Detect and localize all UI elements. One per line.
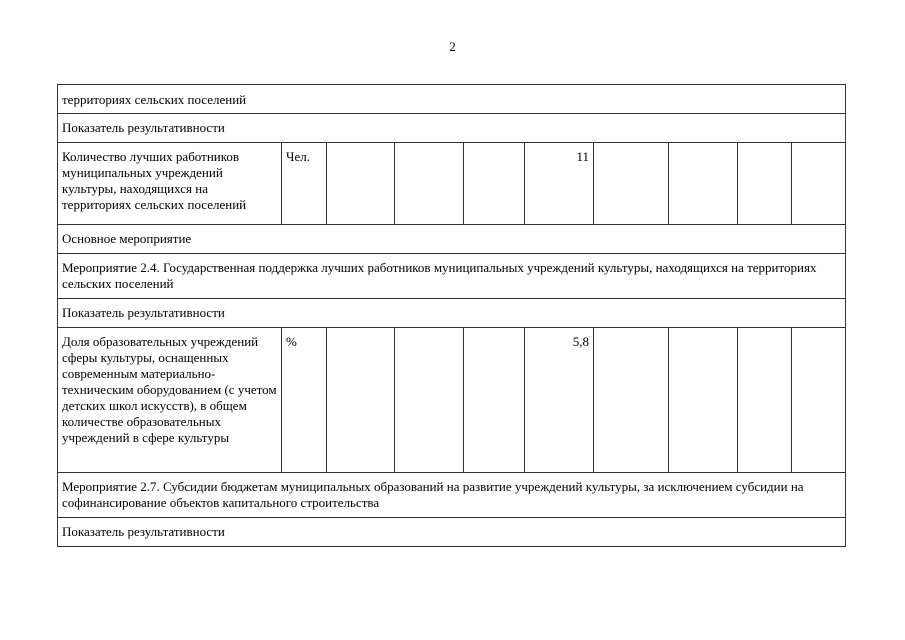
indicator-name: Количество лучших работников муниципальных учреждений культуры, находящихся на территориях сельских поселений	[58, 143, 282, 225]
empty-cell	[792, 143, 846, 225]
empty-cell	[792, 328, 846, 473]
table-row	[58, 114, 846, 143]
section-continuation: территориях сельских поселений	[58, 85, 846, 114]
table-row	[58, 518, 846, 547]
empty-cell	[464, 328, 525, 473]
empty-cell	[395, 328, 464, 473]
activity-title: Мероприятие 2.4. Государственная поддержка лучших работников муниципальных учреждений культуры, находящихся на территориях сельских поселений	[58, 254, 846, 299]
empty-cell	[327, 143, 395, 225]
empty-cell	[594, 143, 669, 225]
indicator-name: Доля образовательных учреждений сферы культуры, оснащенных современным материально-техническим оборудованием (с учетом детских школ искусств), в общем количестве образовательных учреждений в сфере культуры	[58, 328, 282, 473]
indicator-value: 11	[525, 143, 594, 225]
table-row	[58, 299, 846, 328]
indicator-header: Показатель результативности	[58, 299, 846, 328]
indicator-unit: Чел.	[282, 143, 327, 225]
empty-cell	[464, 143, 525, 225]
empty-cell	[395, 143, 464, 225]
main-activity-header: Основное мероприятие	[58, 225, 846, 254]
empty-cell	[738, 328, 792, 473]
page-number: 2	[449, 39, 456, 54]
table-row	[58, 143, 846, 225]
table-row	[58, 225, 846, 254]
indicator-header: Показатель результативности	[58, 114, 846, 143]
table-row	[58, 254, 846, 299]
activity-title: Мероприятие 2.7. Субсидии бюджетам муниципальных образований на развитие учреждений культуры, за исключением субсидии на софинансирование объектов капитального строительства	[58, 473, 846, 518]
empty-cell	[738, 143, 792, 225]
indicators-table	[57, 84, 846, 547]
indicator-unit: %	[282, 328, 327, 473]
indicator-header: Показатель результативности	[58, 518, 846, 547]
empty-cell	[327, 328, 395, 473]
empty-cell	[594, 328, 669, 473]
empty-cell	[669, 143, 738, 225]
table-row	[58, 473, 846, 518]
empty-cell	[669, 328, 738, 473]
indicator-value: 5,8	[525, 328, 594, 473]
table-row	[58, 328, 846, 473]
table-row	[58, 85, 846, 114]
